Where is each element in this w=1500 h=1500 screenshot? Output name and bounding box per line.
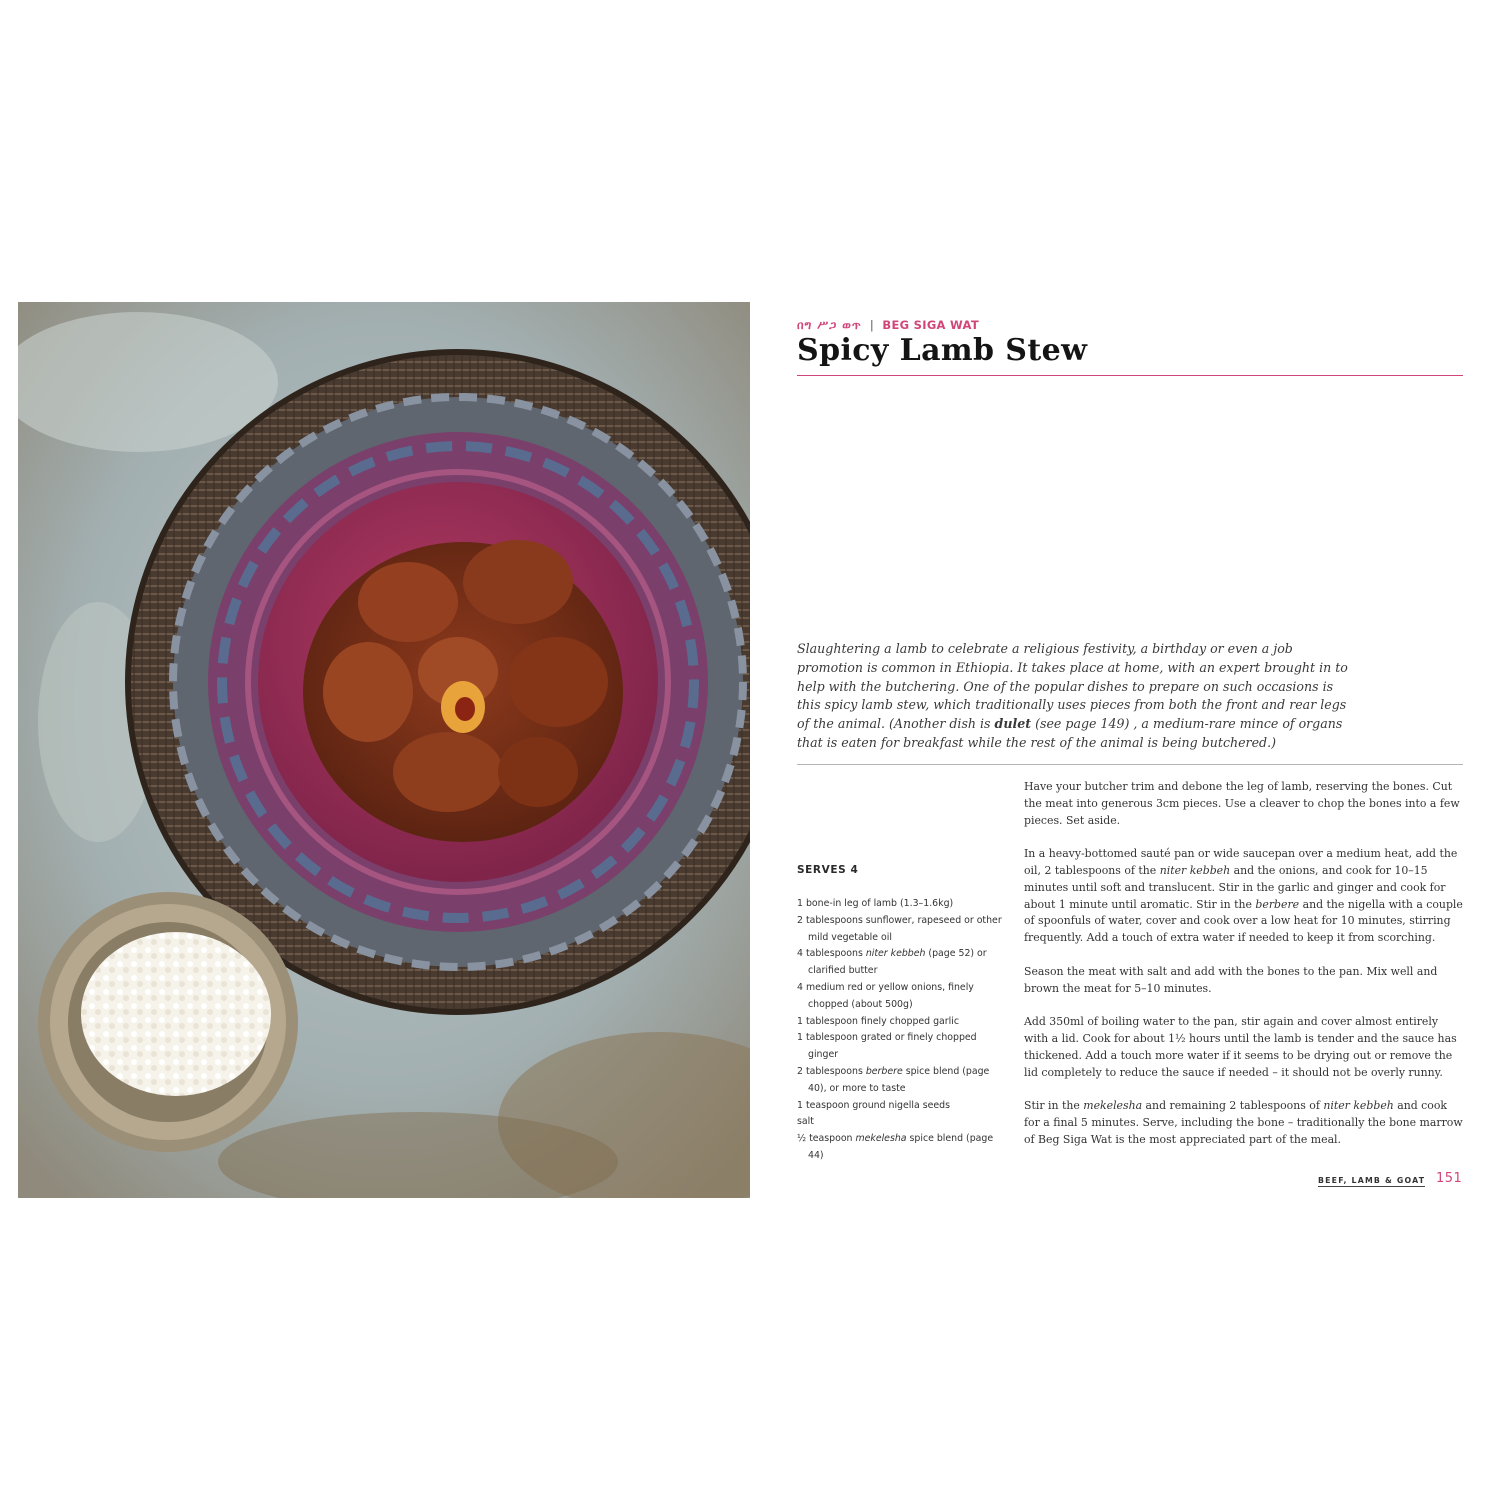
method-step: Have your butcher trim and debone the leg of lamb, reserving the bones. Cut the meat into generous 3cm pieces. Use a cleaver to chop the bones into a few pieces. Set aside.: [1024, 780, 1460, 827]
amharic-name: በግ ሥጋ ወጥ: [797, 318, 862, 332]
intro-text-1: Slaughtering a lamb to celebrate a religious festivity, a birthday or even a job promotion is common in Ethiopia. It takes place at home, with an expert brought in to help with the butchering. One of the popular dishes to prepare on such occasions is this spicy lamb stew, which traditionally uses pieces from both the front and rear legs of the animal. (Another dish is: [797, 641, 1348, 732]
ingredient-item: 4 tablespoons niter kebbeh (page 52) or clarified butter: [797, 948, 987, 977]
recipe-title: Spicy Lamb Stew: [797, 333, 1088, 368]
title-divider: [797, 375, 1463, 376]
footer-section-title: BEEF, LAMB & GOAT: [1318, 1176, 1426, 1185]
page-number: 151: [1436, 1171, 1463, 1186]
ingredient-item: 4 medium red or yellow onions, finely chopped (about 500g): [797, 981, 974, 1010]
ingredient-item: ½ teaspoon mekelesha spice blend (page 44): [797, 1133, 994, 1161]
method-steps: [1024, 779, 1464, 1165]
serves-label: SERVES 4: [797, 864, 859, 876]
recipe-kicker: [797, 318, 979, 333]
ingredients-list: [797, 896, 1007, 1165]
ingredient-item: 2 tablespoons berbere spice blend (page 40), or more to taste: [797, 1065, 990, 1094]
ingredient-item: 1 tablespoon finely chopped garlic: [797, 1015, 960, 1027]
cheese-bowl: [38, 892, 298, 1152]
ayib-cheese: [81, 932, 271, 1096]
transliteration: BEG SIGA WAT: [882, 318, 979, 332]
intro-page-ref: (see page 149): [1031, 716, 1130, 732]
ingredient-item: salt: [797, 1116, 814, 1128]
ingredient-item: 1 teaspoon ground nigella seeds: [797, 1099, 950, 1111]
intro-bold-term: dulet: [994, 716, 1032, 732]
stew: [303, 540, 623, 842]
photo-illustration: [18, 302, 750, 1198]
intro-text-2: , a medium-rare mince of organs that is eaten for breakfast while the rest of the animal is being butchered.): [797, 716, 1343, 750]
intro-divider: [797, 764, 1463, 765]
lamb-stew-photo: [18, 302, 750, 1198]
method-step: In a heavy-bottomed sauté pan or wide saucepan over a medium heat, add the oil, 2 tablespoons of the niter kebbeh and the onions, and cook for 10–15 minutes until soft and translucent. Stir in the garlic and ginger and cook for about 1 minute until aromatic. Stir in the berbere and the nigella with a couple of spoonfuls of water, cover and cook over a low heat for 10 minutes, stirring frequently. Add a touch of extra water if needed to keep it from scorching.: [1024, 847, 1463, 945]
kicker-separator: |: [869, 318, 875, 332]
method-step: Add 350ml of boiling water to the pan, stir again and cover almost entirely with a lid. Cook for about 1½ hours until the lamb is tender and the sauce has thickened. Add a touch more water if it seems to be drying out or remove the lid completely to reduce the sauce if needed – it should not be overly runny.: [1024, 1015, 1457, 1079]
recipe-intro: [797, 640, 1357, 753]
method-step: Stir in the mekelesha and remaining 2 tablespoons of niter kebbeh and cook for a final 5 minutes. Serve, including the bone – traditionally the bone marrow of Beg Siga Wat is the most appreciated part of the meal.: [1024, 1099, 1463, 1146]
ingredient-item: 2 tablespoons sunflower, rapeseed or other mild vegetable oil: [797, 914, 1002, 943]
method-step: Season the meat with salt and add with the bones to the pan. Mix well and brown the meat for 5–10 minutes.: [1024, 964, 1438, 995]
ingredient-item: 1 bone-in leg of lamb (1.3–1.6kg): [797, 898, 954, 909]
ingredient-item: 1 tablespoon grated or finely chopped ginger: [797, 1032, 977, 1061]
